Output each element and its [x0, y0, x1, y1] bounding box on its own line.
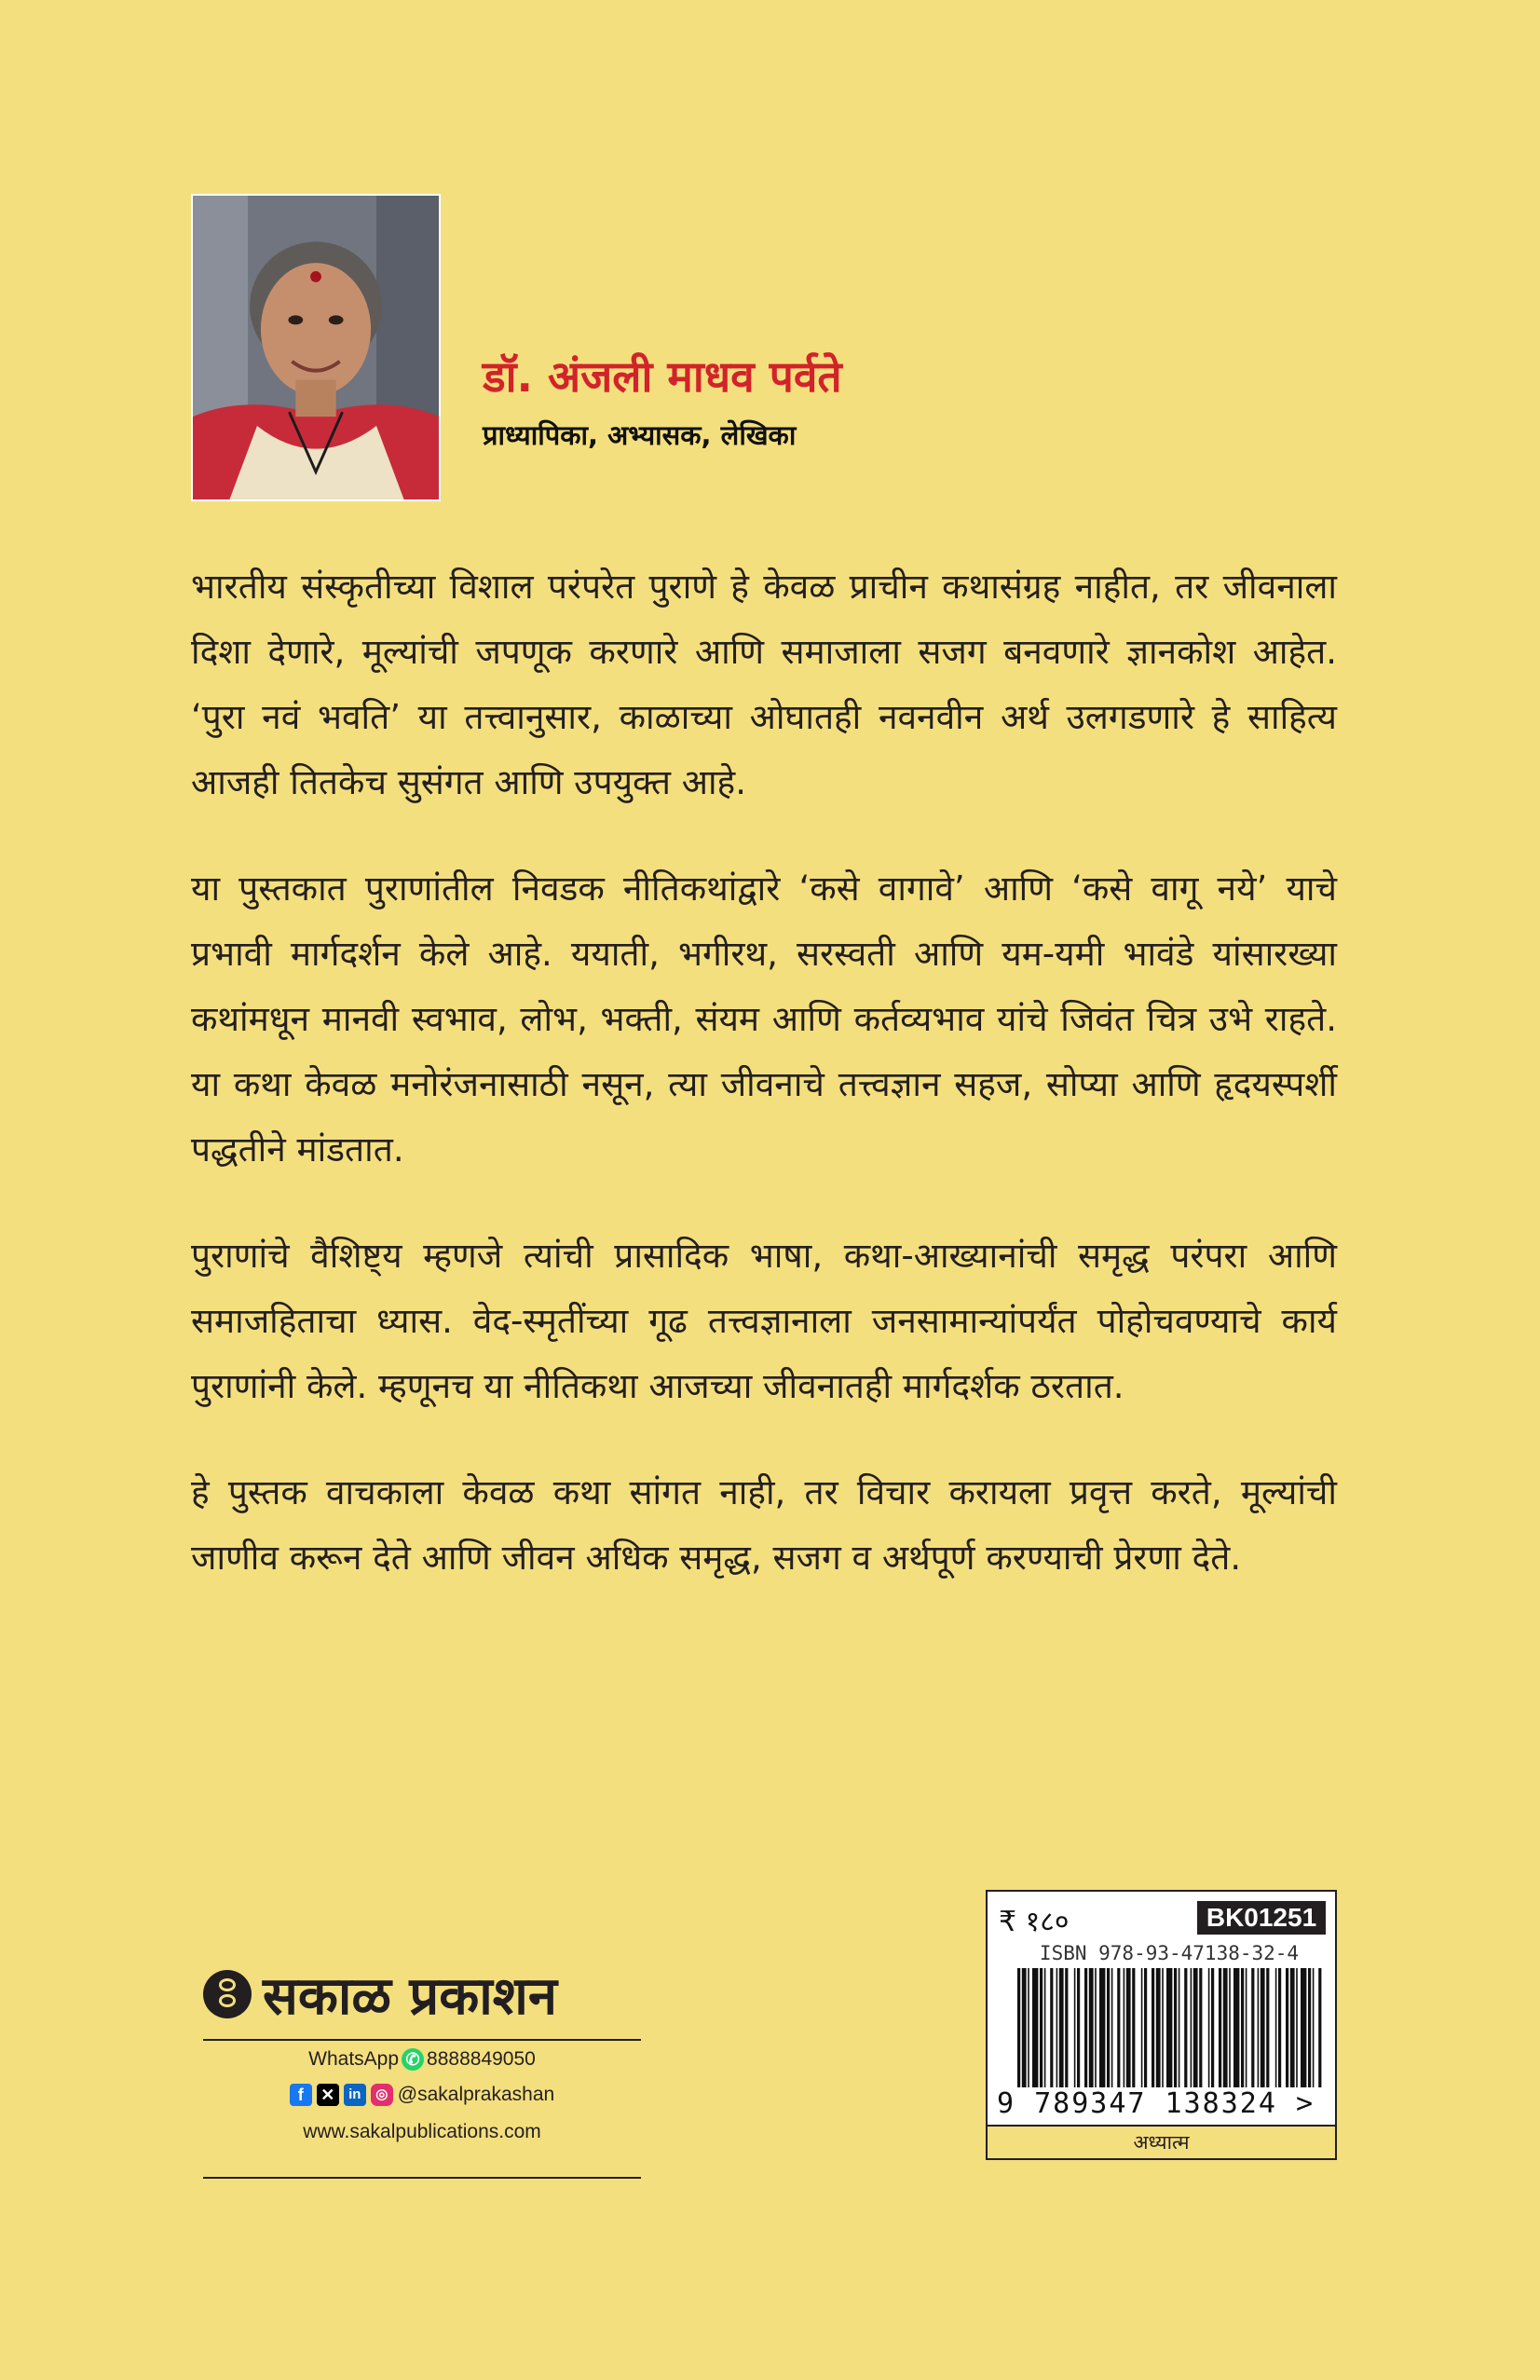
- blurb-paragraph: या पुस्तकात पुराणांतील निवडक नीतिकथांद्वारे ‘कसे वागावे’ आणि ‘कसे वागू नये’ याचे प्रभावी मार्गदर्शन केले आहे. ययाती, भगीरथ, सरस्वती आणि यम-यमी भावंडे यांसारख्या कथांमधून मानवी स्वभाव, लोभ, भक्ती, संयम आणि कर्तव्यभाव यांचे जिवंत चित्र उभे राहते. या कथा केवळ मनोरंजनासाठी नसून, त्या जीवनाचे तत्त्वज्ञान सहज, सोप्या आणि हृदयस्पर्शी पद्धतीने मांडतात.: [191, 869, 1337, 1169]
- barcode-bar: [1111, 1968, 1113, 2087]
- social-handle: @sakalprakashan: [397, 2084, 555, 2105]
- barcode-bar: [1211, 1968, 1214, 2087]
- barcode-bar: [1179, 1968, 1180, 2087]
- barcode-bar: [1050, 1968, 1053, 2087]
- barcode-bar: [1141, 1968, 1143, 2087]
- barcode-bar: [1191, 1968, 1192, 2087]
- divider: [203, 2177, 641, 2179]
- barcode-bar: [1117, 1968, 1120, 2087]
- barcode-bar: [1084, 1968, 1087, 2087]
- whatsapp-contact: [203, 2048, 641, 2071]
- whatsapp-icon: ✆: [402, 2048, 424, 2071]
- barcode-bar: [1077, 1968, 1080, 2087]
- isbn-text: ISBN 978-93-47138-32-4: [1039, 1942, 1300, 1964]
- barcode-bar: [1044, 1968, 1046, 2087]
- barcode-bar: [1193, 1968, 1198, 2087]
- barcode-bar: [1017, 1968, 1020, 2087]
- author-role: प्राध्यापिका, अभ्यासक, लेखिका: [483, 419, 797, 451]
- barcode-bar: [1290, 1968, 1295, 2087]
- barcode-bar: [1266, 1968, 1269, 2087]
- author-portrait-image: [193, 196, 439, 499]
- barcode-bar: [1208, 1968, 1210, 2087]
- book-blurb: [191, 554, 1337, 1632]
- blurb-paragraph: भारतीय संस्कृतीच्या विशाल परंपरेत पुराणे हे केवळ प्राचीन कथासंग्रह नाहीत, तर जीवनाला दिशा देणारे, मूल्यांची जपणूक करणारे आणि समाजाला सजग बनवणारे ज्ञानकोश आहेत. ‘पुरा नवं भवति’ या तत्त्वानुसार, काळाच्या ओघातही नवनवीन अर्थ उलगडणारे हे साहित्य आजही तितकेच सुसंगत आणि उपयुक्त आहे.: [191, 567, 1337, 802]
- barcode-icon: [1015, 1968, 1323, 2087]
- publisher-name: सकाळ प्रकाशन: [263, 1966, 557, 2027]
- barcode-bar: [1229, 1968, 1231, 2087]
- whatsapp-number: 8888849050: [427, 2048, 536, 2070]
- barcode-bar: [1308, 1968, 1311, 2087]
- blurb-paragraph: पुराणांचे वैशिष्ट्य म्हणजे त्यांची प्रासादिक भाषा, कथा-आख्यानांची समृद्ध परंपरा आणि समाजहिताचा ध्यास. वेद-स्मृतींच्या गूढ तत्त्वज्ञानाला जनसामान्यांपर्यंत पोहोचवण्याचे कार्य पुराणांनी केले. म्हणूनच या नीतिकथा आजच्या जीवनातही मार्गदर्शक ठरतात.: [191, 1236, 1337, 1406]
- barcode-bar: [1318, 1968, 1321, 2087]
- barcode-bar: [1032, 1968, 1038, 2087]
- author-name: डॉ. अंजली माधव पर्वते: [483, 351, 842, 402]
- barcode-bar: [1152, 1968, 1154, 2087]
- barcode-bar: [1089, 1968, 1094, 2087]
- barcode-bar: [1166, 1968, 1172, 2087]
- barcode-bar: [1246, 1968, 1247, 2087]
- barcode-bar: [1132, 1968, 1135, 2087]
- barcode-bar: [1124, 1968, 1125, 2087]
- social-handles: [203, 2084, 641, 2106]
- divider: [203, 2039, 641, 2041]
- barcode-bar: [1162, 1968, 1164, 2087]
- author-photo: [191, 194, 441, 501]
- barcode-bar: [1095, 1968, 1097, 2087]
- blurb-paragraph: हे पुस्तक वाचकाला केवळ कथा सांगत नाही, तर विचार करायला प्रवृत्त करते, मूल्यांची जाणीव करून देते आणि जीवन अधिक समृद्ध, सजग व अर्थपूर्ण करण्याची प्रेरणा देते.: [191, 1472, 1337, 1578]
- barcode-bar: [1301, 1968, 1306, 2087]
- publisher-logo: [203, 1957, 557, 2031]
- book-code-badge: BK01251: [1197, 1901, 1326, 1935]
- barcode-bar: [1022, 1968, 1027, 2087]
- barcode-bar: [1278, 1968, 1281, 2087]
- barcode-bar: [1028, 1968, 1029, 2087]
- barcode-bar: [1251, 1968, 1254, 2087]
- barcode-bar: [1313, 1968, 1315, 2087]
- whatsapp-label: WhatsApp: [308, 2048, 400, 2070]
- barcode-bar: [1156, 1968, 1161, 2087]
- barcode-bar: [1286, 1968, 1288, 2087]
- publisher-mark-icon: [203, 1970, 252, 2018]
- barcode-bar: [1275, 1968, 1277, 2087]
- barcode-bar: [1219, 1968, 1221, 2087]
- barcode-bar: [1261, 1968, 1265, 2087]
- barcode-bar: [1107, 1968, 1110, 2087]
- ean-digits: 9 789347 138324 >: [997, 2087, 1315, 2120]
- website: www.sakalpublications.com: [303, 2121, 541, 2142]
- barcode-bar: [1099, 1968, 1105, 2087]
- barcode-bar: [1059, 1968, 1064, 2087]
- linkedin-icon: in: [344, 2084, 366, 2106]
- barcode-bar: [1174, 1968, 1177, 2087]
- barcode-bar: [1258, 1968, 1260, 2087]
- barcode-bar: [1241, 1968, 1244, 2087]
- barcode-bar: [1056, 1968, 1058, 2087]
- barcode-bar: [1144, 1968, 1147, 2087]
- barcode-bar: [1065, 1968, 1068, 2087]
- barcode-bar: [1199, 1968, 1202, 2087]
- price: ₹ १८०: [999, 1906, 1070, 1938]
- barcode-bar: [1040, 1968, 1043, 2087]
- barcode-bar: [1223, 1968, 1228, 2087]
- category-label: अध्यात्म: [986, 2125, 1337, 2160]
- barcode-bar: [1126, 1968, 1131, 2087]
- barcode-bar: [1184, 1968, 1187, 2087]
- barcode-bar: [1296, 1968, 1298, 2087]
- instagram-icon: ◎: [371, 2084, 393, 2106]
- barcode-bar: [1233, 1968, 1239, 2087]
- x-icon: ✕: [317, 2084, 339, 2106]
- barcode-bar: [1074, 1968, 1076, 2087]
- facebook-icon: f: [290, 2084, 312, 2106]
